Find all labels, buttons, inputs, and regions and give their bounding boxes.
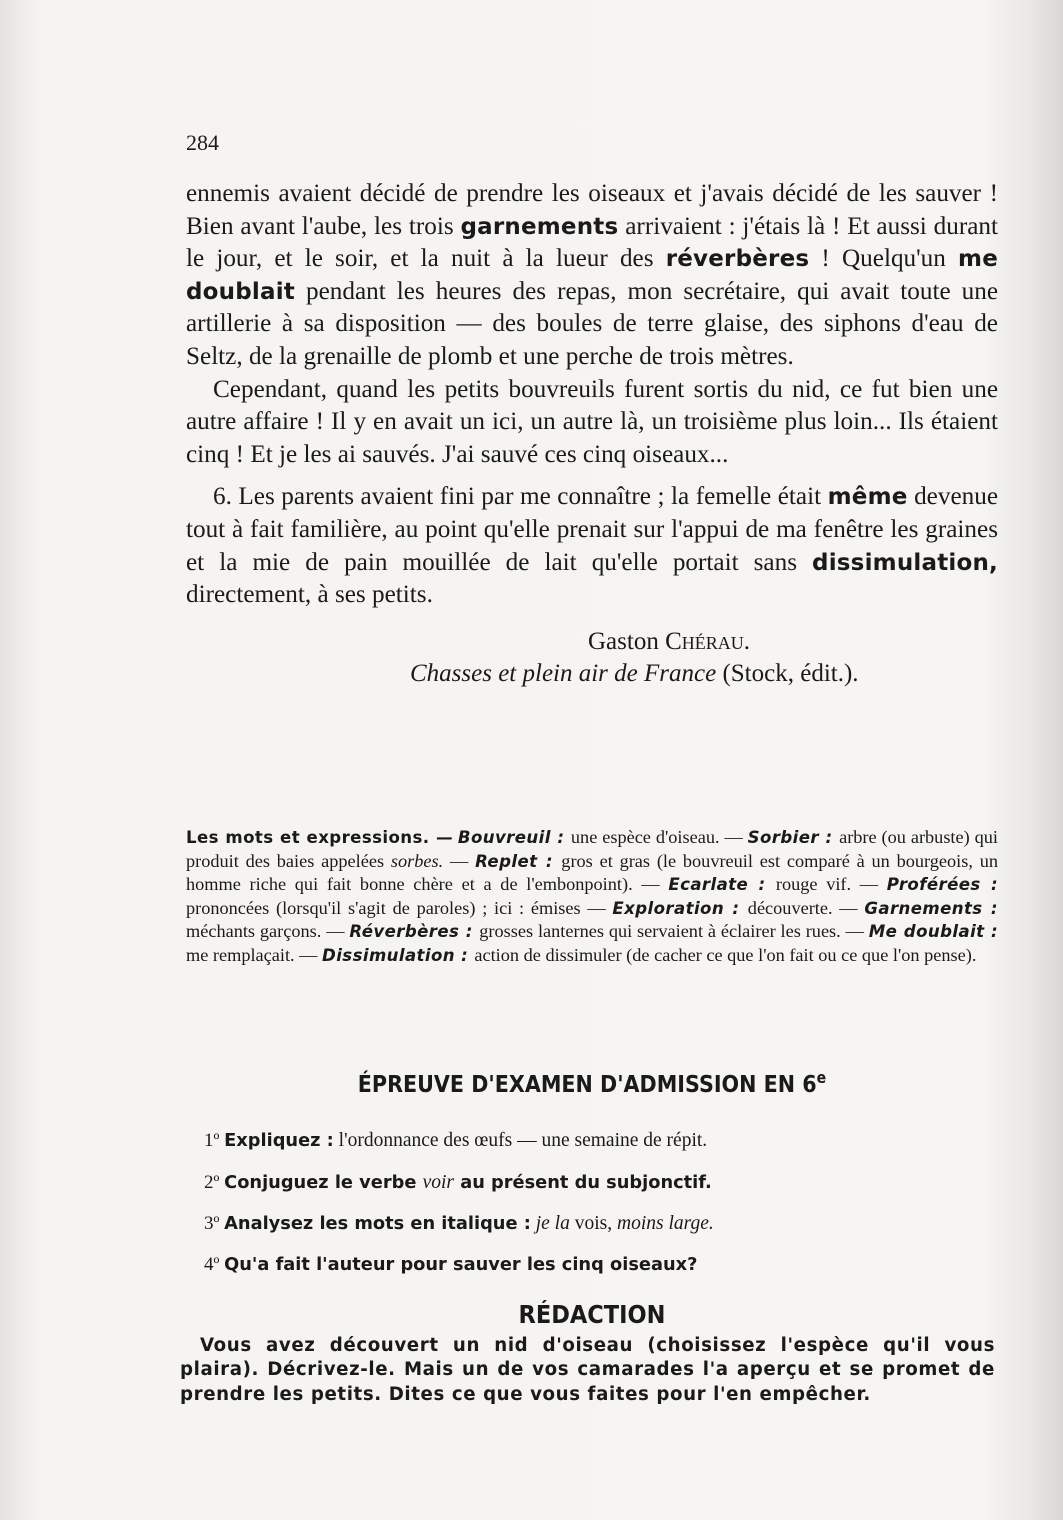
exam-question-2 (204, 1172, 712, 1194)
question-number: 3º (204, 1213, 225, 1234)
source-title: Chasses et plein air de France (410, 659, 717, 687)
exam-title-sup: e (816, 1068, 827, 1087)
text-run: ennemis avaient décidé de prendre les oiseaux et j'avais décidé de les sauver ! Bien avant l'aube, les trois (186, 180, 998, 240)
bold-term: même (827, 484, 908, 511)
bold-term: réverbères (665, 246, 810, 273)
glossary-term: Exploration : (612, 898, 740, 918)
text-run: une espèce d'oiseau. — (570, 827, 748, 847)
bold-term: me doublait (186, 246, 998, 305)
text-run: l'ordonnance des œufs — une semaine de répit. (333, 1130, 708, 1151)
bold-term: Les mots et expressions. — (186, 828, 453, 847)
glossary-term: Réverbères : (349, 922, 473, 942)
bold-term: Qu'a fait l'auteur pour sauver les cinq oiseaux? (224, 1254, 698, 1275)
text-run: méchants garçons. — (186, 921, 350, 942)
glossary-term: Dissimulation : (322, 945, 469, 965)
page-number: 284 (186, 130, 219, 155)
paragraph-3 (186, 481, 998, 611)
question-number: 2º (204, 1172, 225, 1193)
text-run: ! Quelqu'un (809, 245, 959, 273)
text-run: gros et gras (le bouvreuil est comparé à un bourgeois, un homme riche qui fait bonne chère et a de l'embonpoint). — (186, 850, 999, 895)
author-first-name: Gaston (588, 627, 659, 655)
paragraph-2: Cependant, quand les petits bouvreuils furent sortis du nid, ce fut bien une autre affaire ! Il y en avait un ici, un autre là, un troisième plus loin... Ils étaient cinq ! Et je les ai sauvés. J'ai sauvé ces cinq oiseaux... (186, 375, 998, 468)
text-run: action de dissimuler (de cacher ce que l'on fait ou ce que l'on pense). (474, 944, 977, 965)
redaction-prompt: Vous avez découvert un nid d'oiseau (choisissez l'espèce qu'il vous plaira). Décrivez-le. Mais un de vos camarades l'a aperçu et se promet de prendre les petits. Dites ce que vous faites pour l'en empêcher. (180, 1335, 995, 1405)
glossary-term: Replet : (475, 851, 553, 871)
exam-title-text: ÉPREUVE D'EXAMEN D'ADMISSION EN 6 (357, 1069, 817, 1098)
text-run: vois, (569, 1213, 617, 1234)
author-line (186, 626, 998, 658)
redaction-title: RÉDACTION (518, 1300, 666, 1329)
text-run: 6. Les parents avaient fini par me connaître ; la femelle était (213, 483, 828, 511)
text-run: prononcées (lorsqu'il s'agit de paroles) ; ici : émises — (186, 897, 613, 918)
glossary-term: Garnements : (864, 898, 998, 918)
text-run: devenue tout à fait familière, au point qu'elle prenait sur l'appui de ma fenêtre les graines et la mie de pain mouillée de lait qu'elle portait sans (186, 483, 998, 576)
glossary-term: Bouvreuil : (457, 828, 565, 847)
author-last-name: Chérau. (665, 627, 751, 655)
glossary-term: Sorbier : (747, 828, 833, 847)
italic-run: voir (422, 1172, 454, 1193)
glossary-term: Proférées : (886, 875, 999, 895)
glossary-term: Ecarlate : (668, 875, 766, 895)
text-run: directement, à ses petits. (186, 581, 433, 609)
italic-run: sorbes. (390, 850, 444, 871)
source-publisher: (Stock, édit.). (722, 659, 859, 687)
text-run: arrivaient : j'étais là ! Et aussi durant le jour, et le soir, et la nuit à la lueur des (186, 212, 998, 273)
bold-term: dissimulation, (812, 549, 998, 576)
text-run: me remplaçait. — (186, 944, 323, 965)
italic-run: moins large. (616, 1213, 714, 1234)
exam-question-3 (204, 1213, 714, 1235)
exam-title (235, 1068, 950, 1098)
question-number: 1º (204, 1130, 225, 1151)
glossary-term: Me doublait : (868, 922, 998, 942)
text-run: arbre (ou arbuste) qui produit des baies appelées (186, 827, 998, 871)
text-run: rouge vif. — (775, 874, 887, 895)
bold-term: Expliquez : (224, 1130, 334, 1151)
italic-run: je la (535, 1213, 570, 1234)
redaction-text (180, 1334, 995, 1407)
exam-question-4 (204, 1254, 697, 1276)
paragraph-1 (186, 178, 998, 374)
text-run: découverte. — (747, 897, 865, 918)
bold-term: au présent du subjonctif. (454, 1172, 712, 1193)
bold-term: Conjuguez le verbe (224, 1172, 423, 1193)
exam-question-1 (204, 1130, 707, 1152)
bold-term: Analysez les mots en italique : (224, 1213, 531, 1234)
question-number: 4º (204, 1254, 225, 1275)
text-run: pendant les heures des repas, mon secrétaire, qui avait toute une artillerie à sa disposition — des boules de terre glaise, des siphons d'eau de Seltz, de la grenaille de plomb et une perche de trois mètres. (186, 277, 998, 370)
text-run: grosses lanternes qui servaient à éclairer les rues. — (479, 921, 869, 942)
bold-term: garnements (460, 213, 619, 240)
signature (186, 626, 998, 690)
narrative-text (186, 178, 998, 690)
text-run: — (443, 850, 476, 871)
source-line (186, 658, 998, 690)
glossary (186, 826, 998, 968)
